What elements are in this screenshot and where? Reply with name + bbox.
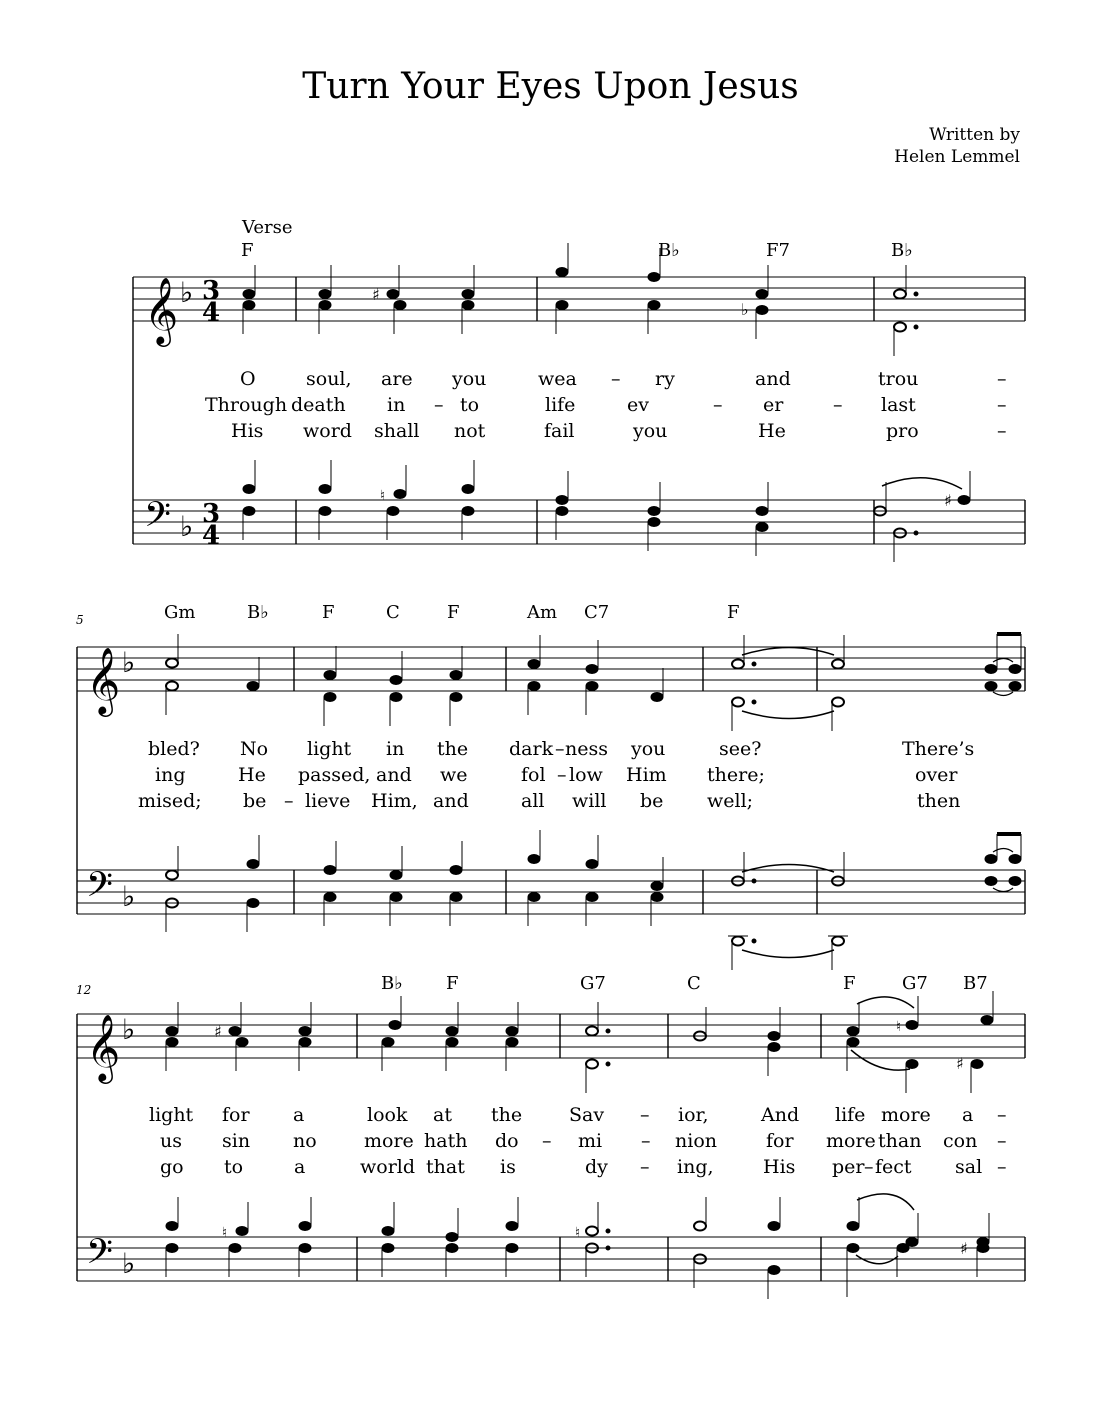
chord-symbol: B♭ [247,602,269,623]
system-2 [76,602,1025,970]
bass-staff [133,500,1025,544]
treble-notes [166,991,993,1093]
flat-key-signature-icon: ♭ [180,276,194,309]
treble-staff [77,647,1025,691]
flat-key-signature-icon: ♭ [122,1247,136,1280]
svg-text:♯: ♯ [960,1239,968,1258]
chord-symbol: F [322,602,335,623]
svg-text:♮: ♮ [222,1225,228,1241]
lyrics-verse-1: light for a look at the Sav – ior, And life more a – [149,1104,1007,1126]
svg-text:♮: ♮ [575,1225,581,1241]
lyrics-verse-3: go to a world that is dy – ing, His per – fect sal – [160,1156,1007,1178]
lyrics-verse-3: mised; be – lieve Him, and all will be well; then [138,790,961,812]
lyrics-verse-1: O soul, are you wea – ry and trou – [240,368,1007,390]
flat-key-signature-icon: ♭ [122,880,136,913]
measure-number: 5 [76,613,84,627]
chord-symbol: F [241,240,254,261]
chord-symbol: F7 [766,240,790,261]
svg-text:♮: ♮ [896,1019,902,1035]
measure-number: 12 [76,983,92,997]
svg-text:♭: ♭ [741,300,749,319]
chord-symbol: F [843,973,856,994]
bass-clef-icon: 𝄢 [86,864,114,913]
time-signature-top: 3 [202,499,221,529]
treble-clef-icon: 𝄞 [86,646,121,714]
chord-symbol: Gm [164,602,196,623]
bass-clef-icon: 𝄢 [86,1231,114,1280]
chord-symbol: G7 [902,973,928,994]
bass-staff [77,870,1025,914]
chord-symbol: Am [527,602,558,623]
lyrics-verse-2: Through death in – to life ev – er – last – [205,394,1007,416]
system-3 [76,973,1025,1299]
bass-notes [166,1194,989,1299]
system-1 [133,217,1025,562]
chord-symbol: B♭ [891,240,913,261]
chord-symbol: F [446,973,459,994]
flat-key-signature-icon: ♭ [180,510,194,543]
time-signature-bottom: 4 [202,298,221,328]
svg-text:♯: ♯ [956,1054,964,1073]
chord-symbol: C [687,973,701,994]
chord-symbol: B♭ [658,240,680,261]
svg-text:♮: ♮ [380,488,386,504]
flat-key-signature-icon: ♭ [122,1013,136,1046]
chord-symbol: C [386,602,400,623]
song-title: Turn Your Eyes Upon Jesus [302,66,799,107]
section-label: Verse [242,217,293,238]
composer-name: Helen Lemmel [894,147,1020,167]
treble-clef-icon: 𝄞 [144,276,179,344]
bass-clef-icon: 𝄢 [144,494,172,543]
chord-symbol: G7 [580,973,606,994]
treble-clef-icon: 𝄞 [86,1013,121,1081]
treble-staff [133,277,1025,321]
lyrics-verse-3: His word shall not fail you He pro – [231,420,1007,442]
lyrics-verse-2: ing He passed, and we fol – low Him there; over [155,764,958,786]
chord-symbol: B♭ [381,973,403,994]
svg-text:♯: ♯ [214,1022,222,1041]
time-signature-bottom: 4 [202,521,221,551]
svg-text:♯: ♯ [372,285,380,304]
composer-label: Written by [929,125,1020,145]
lyrics-verse-1: bled? No light in the dark – ness you see? There’s [148,738,975,760]
flat-key-signature-icon: ♭ [122,646,136,679]
lyrics-verse-2: us sin no more hath do – mi – nion for more than con – [160,1130,1007,1152]
time-signature-top: 3 [202,276,221,306]
svg-text:♯: ♯ [944,491,952,510]
chord-symbol: C7 [584,602,610,623]
chord-symbol: B7 [963,973,988,994]
chord-symbol: F [727,602,740,623]
chord-symbol: F [447,602,460,623]
bass-staff [77,1237,1025,1281]
